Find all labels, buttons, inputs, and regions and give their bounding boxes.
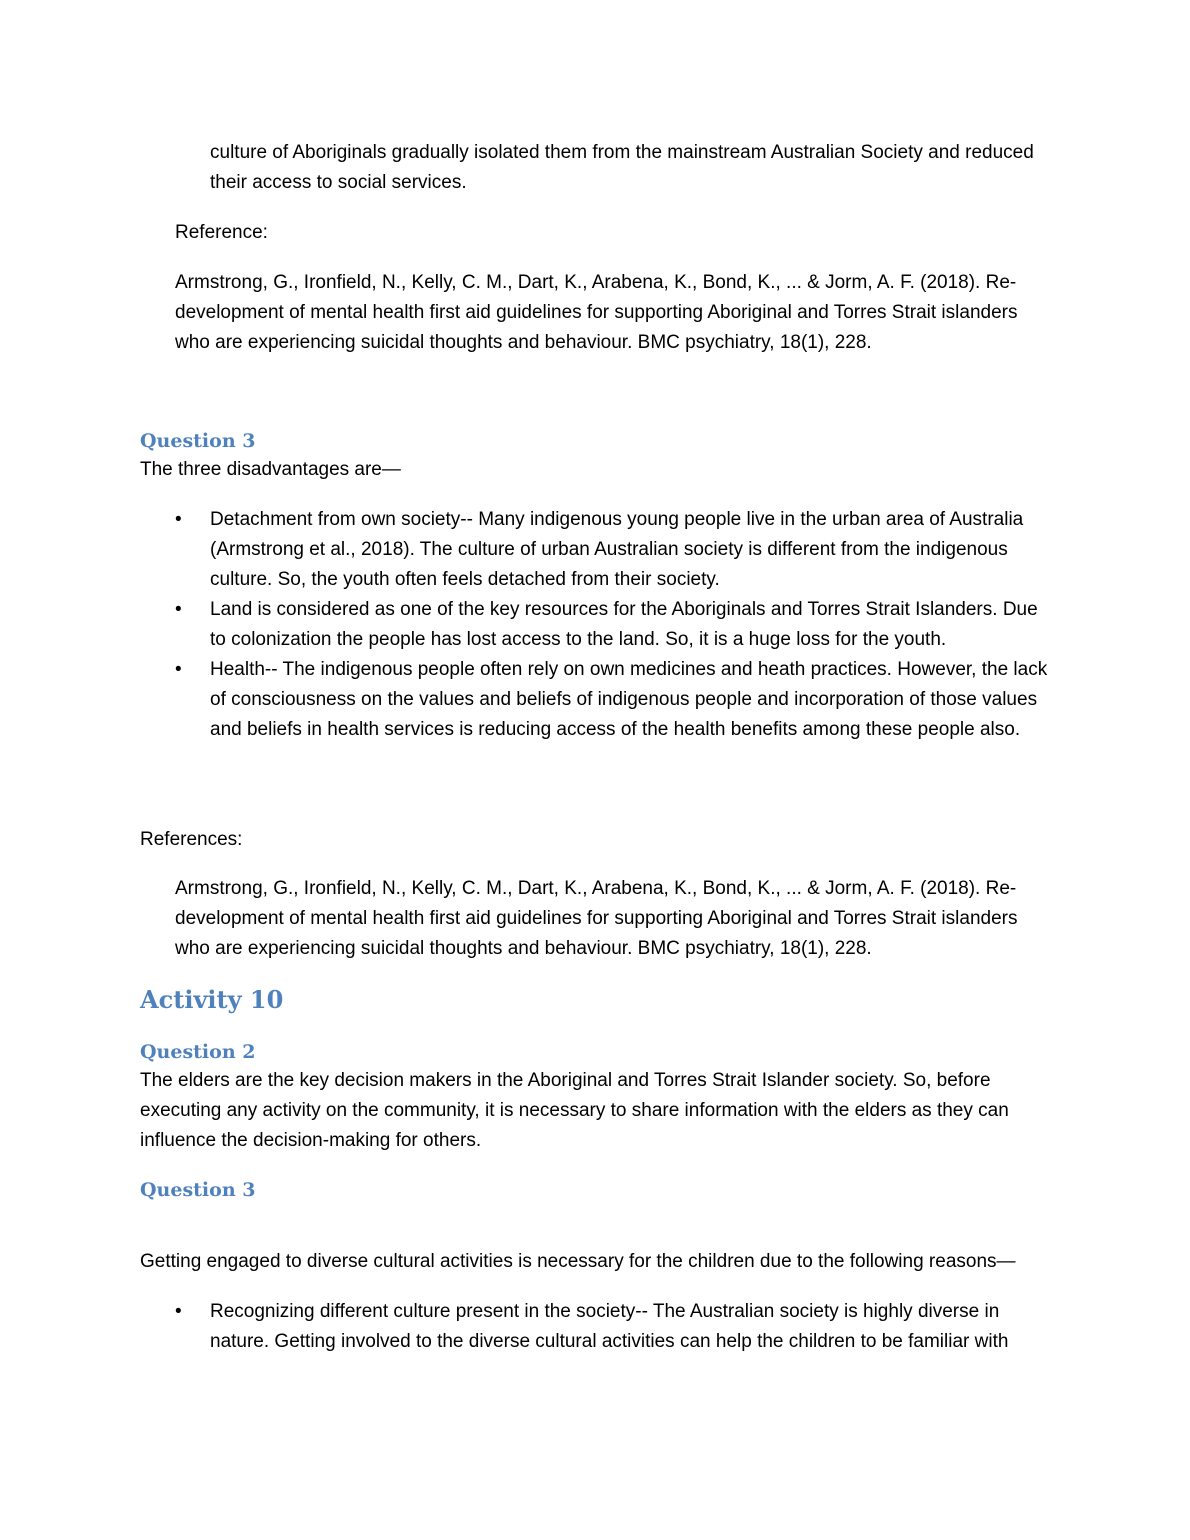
activity-10-question-3-heading: Question 3 [140, 1179, 256, 1201]
bullet-icon: • [175, 659, 182, 680]
question-3-intro: The three disadvantages are— [140, 459, 401, 480]
list-item [175, 505, 1055, 595]
activity-10-question-2-heading: Question 2 [140, 1041, 256, 1063]
bullet-icon: • [175, 1301, 182, 1322]
list-item-text: Land is considered as one of the key resources for the Aboriginals and Torres Strait Islanders. Due to colonization the people has lost access to the land. So, it is a huge loss for the youth. [210, 599, 1038, 650]
bullet-icon: • [175, 599, 182, 620]
activity-10-heading: Activity 10 [140, 985, 284, 1014]
disadvantages-list [175, 505, 1055, 745]
reference-label: Reference: [175, 222, 268, 243]
list-item-text: Detachment from own society-- Many indigenous young people live in the urban area of Australia (Armstrong et al., 2018). The culture of urban Australian society is different from the indigenous culture. So, the youth often feels detached from their society. [210, 509, 1024, 590]
list-item [175, 595, 1055, 655]
list-item [175, 1297, 1060, 1357]
activity-10-question-3-intro: Getting engaged to diverse cultural activities is necessary for the children due to the following reasons— [140, 1251, 1016, 1272]
list-item-text: Health-- The indigenous people often rely on own medicines and heath practices. However, the lack of consciousness on the values and beliefs of indigenous people and incorporation of those values and beliefs in health services is reducing access of the health benefits among these people also. [210, 659, 1048, 740]
reference-citation: Armstrong, G., Ironfield, N., Kelly, C. M., Dart, K., Arabena, K., Bond, K., ... & Jorm, A. F. (2018). Re-development of mental health first aid guidelines for supporting Aboriginal and Torres Strait islanders who are experiencing suicidal thoughts and behaviour. BMC psychiatry, 18(1), 228. [175, 272, 1018, 353]
bullet-icon: • [175, 509, 182, 530]
references-label: References: [140, 829, 243, 850]
intro-paragraph: culture of Aboriginals gradually isolated them from the mainstream Australian Society and reduced their access to social services. [210, 142, 1034, 193]
references-citation: Armstrong, G., Ironfield, N., Kelly, C. M., Dart, K., Arabena, K., Bond, K., ... & Jorm, A. F. (2018). Re-development of mental health first aid guidelines for supporting Aboriginal and Torres Strait islanders who are experiencing suicidal thoughts and behaviour. BMC psychiatry, 18(1), 228. [175, 878, 1018, 959]
reasons-list [175, 1297, 1060, 1357]
question-3-heading: Question 3 [140, 430, 256, 452]
list-item-text: Recognizing different culture present in the society-- The Australian society is highly diverse in nature. Getting involved to the diverse cultural activities can help the children to be familiar with [210, 1301, 1009, 1352]
list-item [175, 655, 1055, 745]
activity-10-question-2-text: The elders are the key decision makers in the Aboriginal and Torres Strait Islander society. So, before executing any activity on the community, it is necessary to share information with the elders as they can influence the decision-making for others. [140, 1070, 1009, 1151]
